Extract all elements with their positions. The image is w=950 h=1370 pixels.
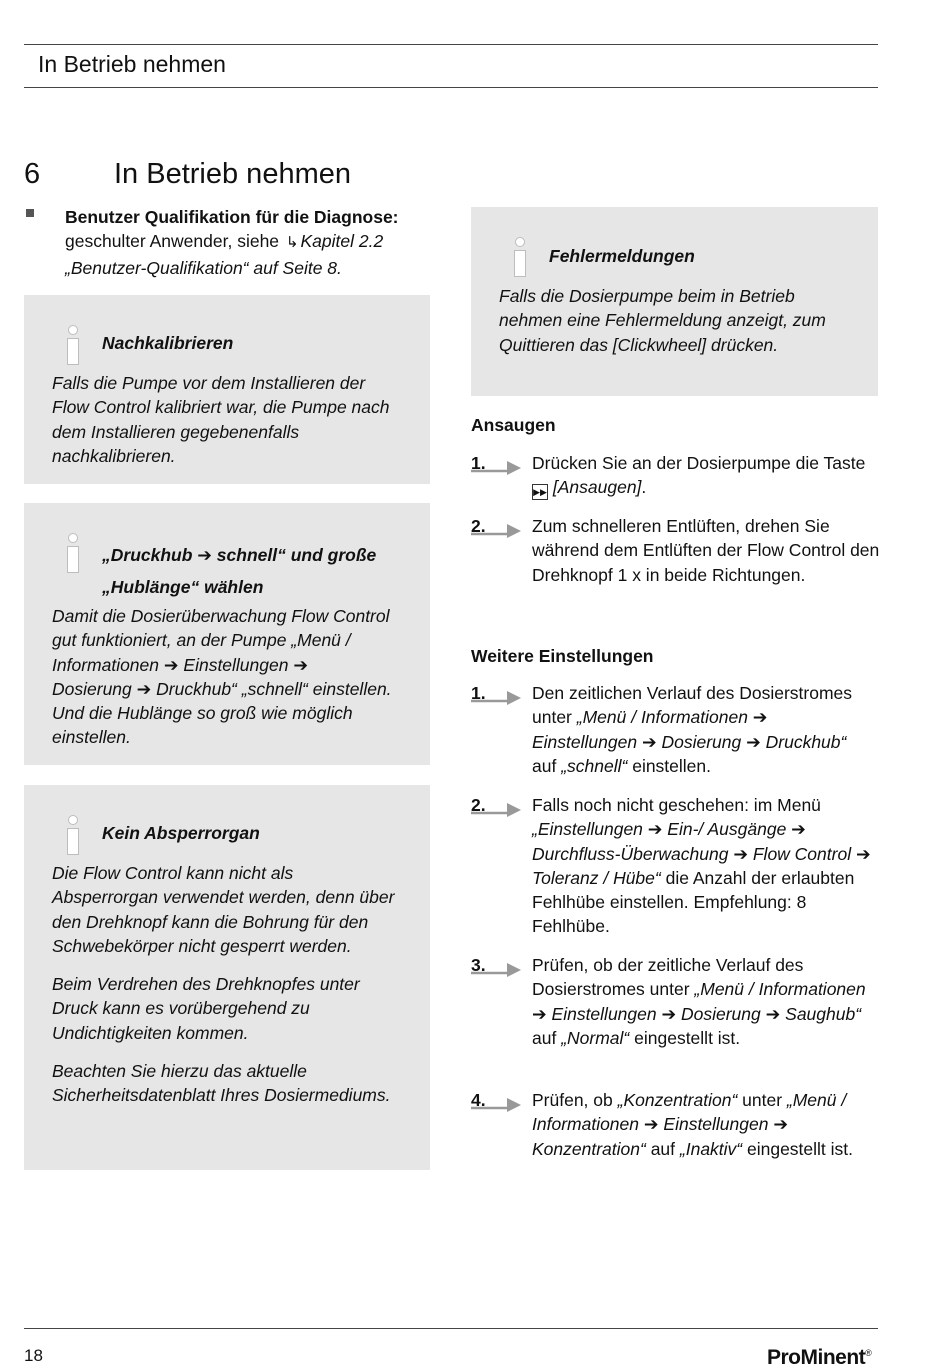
brand-mark: ® xyxy=(865,1348,872,1358)
reference-arrow-icon: ↳ xyxy=(285,234,299,252)
menu-path: „Menü / Informationen ➔ Einstellungen ➔ Konzentration“ xyxy=(532,1090,847,1159)
brand-logo xyxy=(767,1341,871,1370)
menu-path: „Menü / Informationen ➔ Einstellungen ➔ Dosierung ➔ Saughub“ xyxy=(532,979,866,1024)
step-text: Prüfen, ob xyxy=(532,1090,618,1110)
note-paragraph: Falls die Pumpe vor dem Installieren der Flow Control kalibriert war, die Pumpe nach dem Installieren gegebenenfalls nachkalibrieren. xyxy=(52,373,390,466)
qualification-text: geschulter Anwender, siehe xyxy=(65,231,280,252)
header-bottom-rule xyxy=(24,87,878,88)
qualification-label: Benutzer Qualifikation für die Diagnose: xyxy=(65,207,399,227)
menu-value: „Konzentration“ xyxy=(617,1090,738,1110)
info-icon xyxy=(62,815,84,855)
step-arrow-icon xyxy=(471,685,521,705)
step-arrow-icon xyxy=(471,797,521,817)
step-number: 4. xyxy=(471,1090,486,1110)
menu-path: „Einstellungen ➔ Ein-/ Ausgänge ➔ Durchfluss-Überwachung ➔ Flow Control ➔ Toleranz / Hübe“ xyxy=(532,819,871,888)
step-text: die Anzahl der erlaubten Fehlhübe einstellen. Empfehlung: 8 Fehlhübe. xyxy=(532,867,855,937)
step-number: 2. xyxy=(471,516,486,536)
step-text: Prüfen, ob der zeitliche Verlauf des Dosierstromes unter xyxy=(532,955,804,1000)
list-item xyxy=(471,793,881,939)
step-arrow-icon xyxy=(471,957,521,977)
step-arrow-icon xyxy=(471,455,521,475)
step-key-label: [Ansaugen] xyxy=(552,477,642,498)
note-paragraph: Damit die Dosierüberwachung Flow Control gut funktioniert, an der Pumpe „Menü / Informationen ➔ Einstellungen ➔ Dosierung ➔ Druckhub“ „schnell“ einstellen. Und die Hublänge so groß wie möglich einstellen. xyxy=(52,606,392,748)
qualification-reference-link[interactable]: Kapitel 2.2 „Benutzer-Qualifikation“ auf Seite 8. xyxy=(65,231,384,278)
brand-name: ProMinent xyxy=(767,1346,866,1369)
list-item xyxy=(471,1088,881,1161)
note-absperrorgan xyxy=(24,785,430,1170)
list-item xyxy=(471,681,881,778)
list-item xyxy=(471,953,881,1050)
step-text: unter xyxy=(737,1090,787,1110)
step-number: 1. xyxy=(471,683,486,703)
note-title: Kein Absperrorgan xyxy=(102,823,260,843)
note-paragraph: Falls die Dosierpumpe beim in Betrieb nehmen eine Fehlermeldung anzeigt, zum Quittieren das [Clickwheel] drücken. xyxy=(499,286,826,355)
chapter-number: 6 xyxy=(24,158,41,190)
footer-rule xyxy=(24,1328,878,1329)
note-body xyxy=(52,371,392,482)
list-item xyxy=(471,514,881,587)
list-item xyxy=(471,451,881,500)
note-druckhub xyxy=(24,503,430,765)
menu-value: „Normal“ xyxy=(561,1027,630,1048)
note-title: „Druckhub ➔ schnell“ und große „Hublänge“ wählen xyxy=(102,545,377,597)
step-arrow-icon xyxy=(471,518,521,538)
step-text: eingestellt ist. xyxy=(742,1138,854,1159)
running-header: In Betrieb nehmen xyxy=(38,51,226,77)
step-text: Zum schnelleren Entlüften, drehen Sie während dem Entlüften der Flow Control den Drehknopf 1 x in beide Richtungen. xyxy=(532,516,880,585)
step-text: auf xyxy=(532,755,562,776)
note-body xyxy=(499,284,829,371)
step-text: auf xyxy=(645,1138,680,1159)
step-text: auf xyxy=(532,1027,562,1048)
page-number: 18 xyxy=(24,1346,43,1365)
note-paragraph: Die Flow Control kann nicht als Absperrorgan verwendet werden, denn über den Drehknopf kann die Bohrung für den Schwebekörper nicht gesperrt werden. xyxy=(52,863,395,956)
chapter-title: In Betrieb nehmen xyxy=(114,158,351,190)
section-heading-ansaugen: Ansaugen xyxy=(471,415,556,435)
note-body xyxy=(52,604,392,764)
step-arrow-icon xyxy=(471,1092,521,1112)
step-text: Falls noch nicht geschehen: im Menü xyxy=(532,795,821,815)
header-top-rule xyxy=(24,44,878,45)
note-body xyxy=(52,861,397,1122)
note-title: Fehlermeldungen xyxy=(549,246,695,266)
qualification-block xyxy=(24,205,430,280)
menu-value: „schnell“ xyxy=(561,755,628,776)
note-title: Nachkalibrieren xyxy=(102,333,234,353)
step-text: einstellen. xyxy=(627,755,712,776)
info-icon xyxy=(62,533,84,573)
step-number: 2. xyxy=(471,795,486,815)
info-icon xyxy=(509,237,531,277)
step-number: 3. xyxy=(471,955,486,975)
menu-value: „Inaktiv“ xyxy=(679,1138,743,1159)
square-bullet-icon xyxy=(26,209,34,217)
step-text: eingestellt ist. xyxy=(629,1027,741,1048)
step-text: Den zeitlichen Verlauf des Dosierstromes unter xyxy=(532,683,853,728)
step-number: 1. xyxy=(471,453,486,473)
note-paragraph: Beachten Sie hierzu das aktuelle Sicherheitsdatenblatt Ihres Dosiermediums. xyxy=(52,1061,391,1106)
section-heading-weitere-einstellungen: Weitere Einstellungen xyxy=(471,646,654,666)
menu-path: „Menü / Informationen ➔ Einstellungen ➔ Dosierung ➔ Druckhub“ xyxy=(532,707,847,752)
note-fehlermeldungen xyxy=(471,207,878,396)
note-nachkalibrieren xyxy=(24,295,430,484)
info-icon xyxy=(62,325,84,365)
fast-forward-key-icon: ▶▶ xyxy=(532,484,548,500)
note-paragraph: Beim Verdrehen des Drehknopfes unter Druck kann es vorübergehend zu Undichtigkeiten kommen. xyxy=(52,974,360,1043)
step-text: Drücken Sie an der Dosierpumpe die Taste xyxy=(532,453,866,473)
step-text: . xyxy=(641,477,647,498)
